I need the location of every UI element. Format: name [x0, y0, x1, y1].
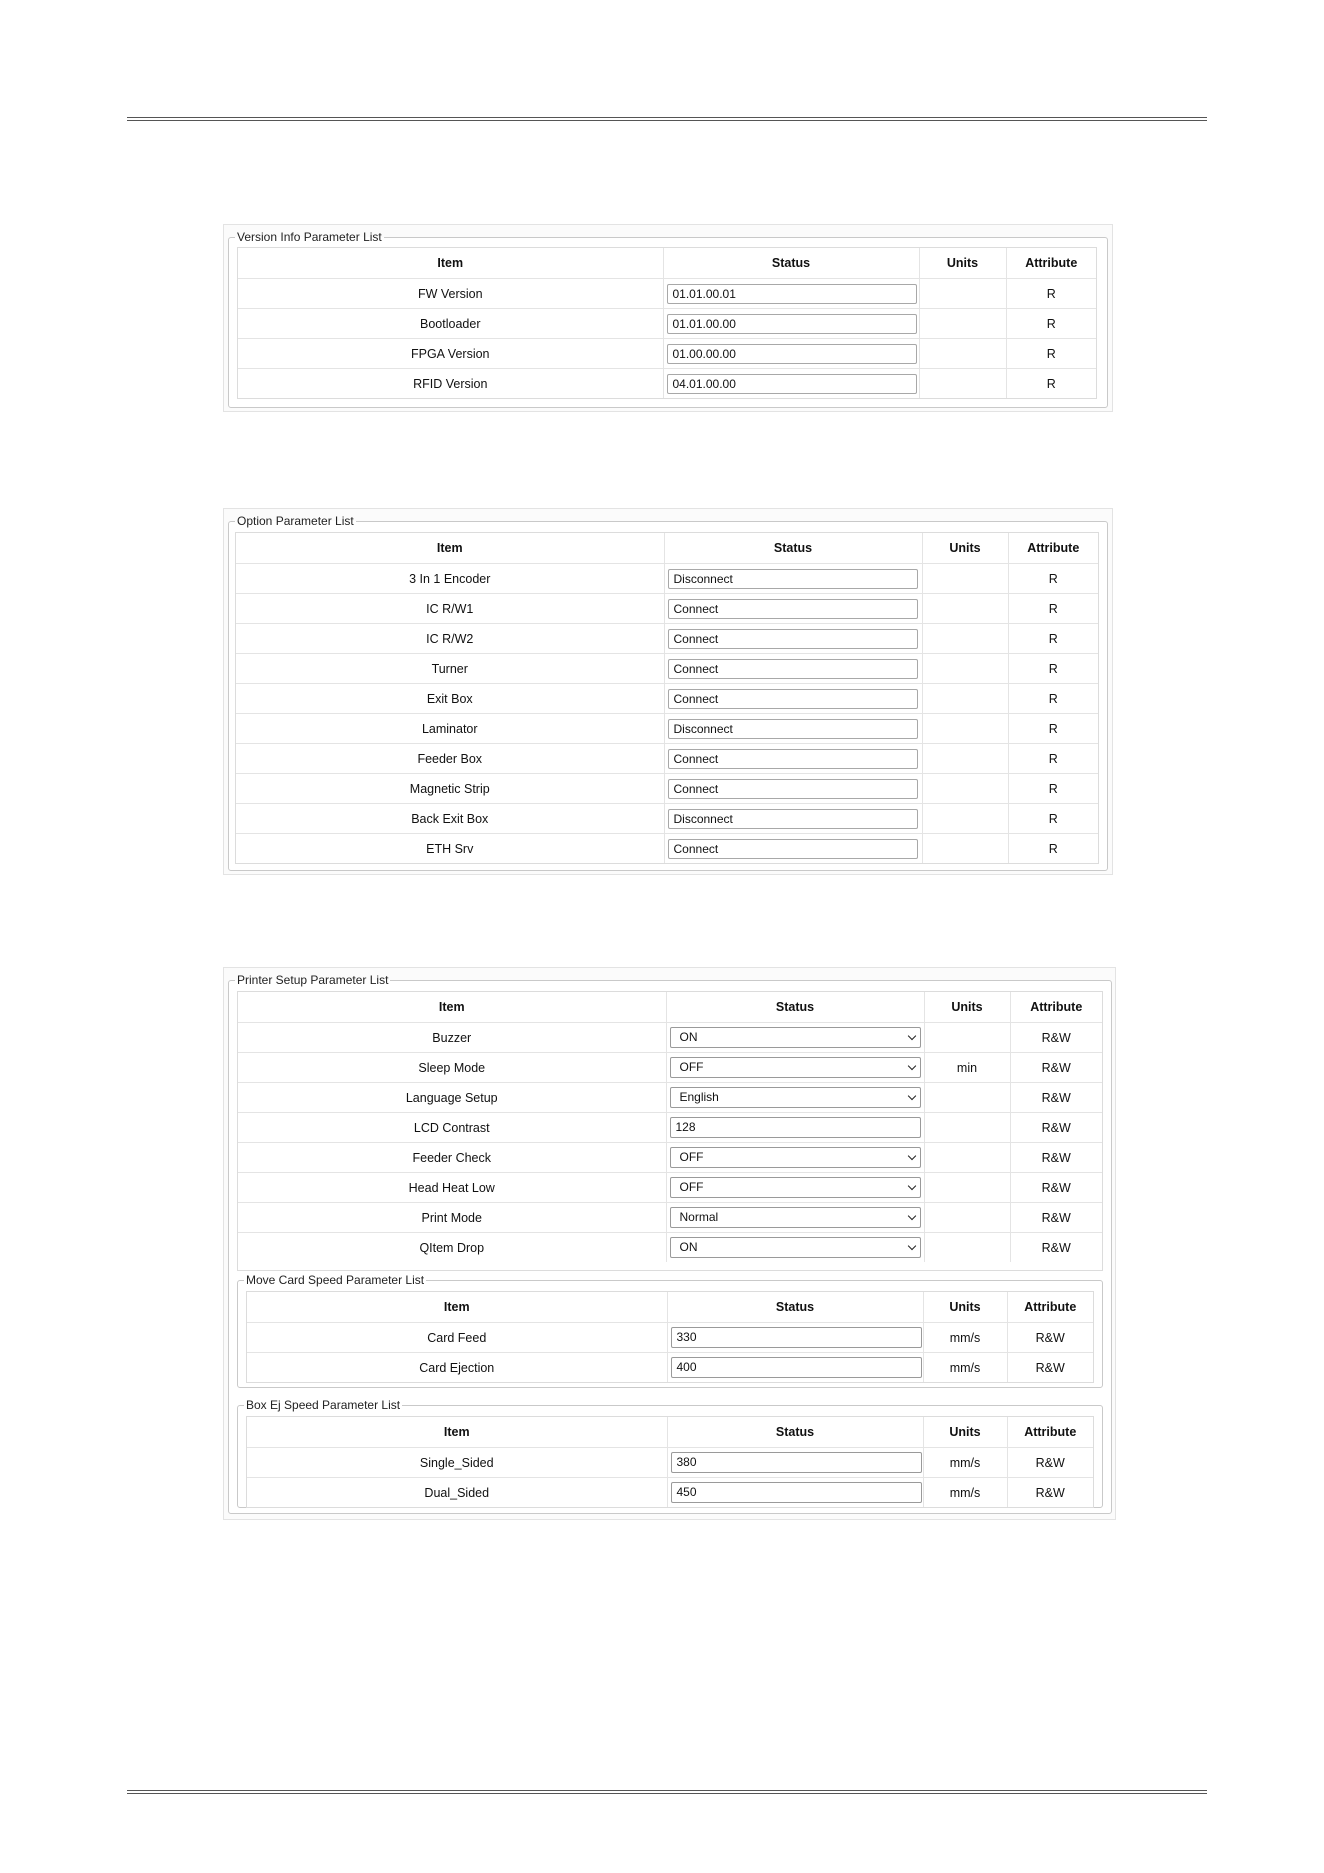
units-value — [922, 654, 1008, 684]
attribute-value: R — [1008, 834, 1098, 864]
selected-value: ON — [679, 1240, 698, 1254]
attribute-value: R — [1008, 624, 1098, 654]
lcd-contrast-input[interactable]: 128 — [670, 1117, 921, 1138]
attribute-value: R — [1008, 564, 1098, 594]
card-ejection-input[interactable]: 400 — [671, 1357, 922, 1378]
units-value — [919, 369, 1006, 399]
version-info-panel — [223, 224, 1113, 412]
table-row — [236, 714, 1098, 744]
qitem-drop-select[interactable] — [670, 1237, 921, 1258]
status-field[interactable]: 01.01.00.00 — [667, 314, 917, 334]
table-row — [238, 1083, 1102, 1113]
table-row — [247, 1353, 1093, 1383]
item-label: Bootloader — [238, 309, 663, 339]
col-item-header: Item — [436, 541, 463, 555]
item-label: Dual_Sided — [247, 1478, 667, 1508]
col-item-header: Item — [438, 1000, 465, 1014]
col-item-header: Item — [443, 1425, 470, 1439]
table-row — [236, 684, 1098, 714]
printer-setup-title: Printer Setup Parameter List — [237, 973, 389, 987]
units-value — [922, 714, 1008, 744]
attribute-value: R&W — [1010, 1113, 1102, 1143]
units-value: min — [924, 1053, 1010, 1083]
units-value: mm/s — [923, 1323, 1007, 1353]
single-sided-input[interactable]: 380 — [671, 1452, 922, 1473]
attribute-value: R&W — [1010, 1173, 1102, 1203]
units-value: mm/s — [923, 1478, 1007, 1508]
attribute-value: R — [1008, 774, 1098, 804]
item-label: Exit Box — [236, 684, 664, 714]
item-label: Laminator — [236, 714, 664, 744]
col-status-header: Status — [664, 533, 922, 564]
units-value — [924, 1233, 1010, 1263]
col-item-header: Item — [437, 256, 464, 270]
units-value — [919, 279, 1006, 309]
units-value — [922, 804, 1008, 834]
attribute-value: R&W — [1010, 1023, 1102, 1053]
units-value — [924, 1083, 1010, 1113]
table-row — [238, 1053, 1102, 1083]
header-rule — [127, 117, 1207, 121]
item-label: Card Feed — [247, 1323, 667, 1353]
units-value — [919, 309, 1006, 339]
item-label: LCD Contrast — [238, 1113, 666, 1143]
box-ej-speed-table — [247, 1417, 1093, 1507]
attribute-value: R — [1008, 594, 1098, 624]
col-units-header: Units — [924, 992, 1010, 1023]
attribute-value: R&W — [1010, 1143, 1102, 1173]
attribute-value: R&W — [1010, 1233, 1102, 1263]
attribute-value: R — [1008, 714, 1098, 744]
attribute-value: R&W — [1010, 1053, 1102, 1083]
table-row — [238, 1113, 1102, 1143]
printer-setup-panel — [223, 967, 1116, 1520]
option-panel — [223, 508, 1113, 875]
units-value — [922, 624, 1008, 654]
col-units-header: Units — [922, 533, 1008, 564]
units-value — [924, 1173, 1010, 1203]
table-row — [247, 1478, 1093, 1508]
col-status-header: Status — [667, 1417, 923, 1448]
status-field[interactable]: Connect — [668, 749, 918, 769]
selected-value: OFF — [679, 1060, 704, 1074]
item-label: ETH Srv — [236, 834, 664, 864]
units-value — [924, 1113, 1010, 1143]
buzzer-select[interactable] — [670, 1027, 921, 1048]
attribute-value: R — [1006, 309, 1096, 339]
col-attribute-header: Attribute — [1010, 992, 1102, 1023]
chevron-down-icon — [907, 1242, 915, 1250]
table-row — [238, 1023, 1102, 1053]
units-value — [922, 684, 1008, 714]
attribute-value: R — [1008, 744, 1098, 774]
move-card-speed-title: Move Card Speed Parameter List — [246, 1273, 425, 1287]
attribute-value: R&W — [1007, 1323, 1093, 1353]
status-field[interactable]: Disconnect — [668, 569, 918, 589]
item-label: Feeder Check — [238, 1143, 666, 1173]
selected-value: Normal — [679, 1210, 719, 1224]
col-units-header: Units — [923, 1292, 1007, 1323]
item-label: Single_Sided — [247, 1448, 667, 1478]
table-row — [236, 654, 1098, 684]
head-heat-low-select[interactable] — [670, 1177, 921, 1198]
item-label: Turner — [236, 654, 664, 684]
chevron-down-icon — [907, 1062, 915, 1070]
item-label: QItem Drop — [238, 1233, 666, 1263]
table-row — [238, 279, 1096, 309]
units-value — [919, 339, 1006, 369]
col-item-header: Item — [443, 1300, 470, 1314]
table-row — [247, 1323, 1093, 1353]
table-row — [236, 834, 1098, 864]
attribute-value: R — [1008, 684, 1098, 714]
attribute-value: R&W — [1007, 1448, 1093, 1478]
status-field[interactable]: 04.01.00.00 — [667, 374, 917, 394]
table-row — [236, 624, 1098, 654]
chevron-down-icon — [907, 1152, 915, 1160]
attribute-value: R — [1006, 369, 1096, 399]
units-value: mm/s — [923, 1448, 1007, 1478]
col-units-header: Units — [919, 248, 1006, 279]
table-row — [238, 1143, 1102, 1173]
attribute-value: R — [1008, 804, 1098, 834]
status-field[interactable]: Connect — [668, 659, 918, 679]
footer-rule — [127, 1790, 1207, 1794]
col-status-header: Status — [667, 1292, 923, 1323]
status-field[interactable]: Disconnect — [668, 719, 918, 739]
units-value — [922, 744, 1008, 774]
printer-setup-table — [238, 992, 1102, 1262]
item-label: Sleep Mode — [238, 1053, 666, 1083]
status-field[interactable]: Connect — [668, 779, 918, 799]
table-row — [236, 744, 1098, 774]
selected-value: ON — [679, 1030, 698, 1044]
item-label: FPGA Version — [238, 339, 663, 369]
option-table — [236, 533, 1098, 863]
table-row — [236, 564, 1098, 594]
item-label: RFID Version — [238, 369, 663, 399]
table-row — [238, 1233, 1102, 1263]
col-attribute-header: Attribute — [1006, 248, 1096, 279]
col-attribute-header: Attribute — [1007, 1292, 1093, 1323]
item-label: Buzzer — [238, 1023, 666, 1053]
print-mode-select[interactable] — [670, 1207, 921, 1228]
table-row — [236, 804, 1098, 834]
units-value — [922, 594, 1008, 624]
chevron-down-icon — [907, 1212, 915, 1220]
item-label: Card Ejection — [247, 1353, 667, 1383]
attribute-value: R — [1008, 654, 1098, 684]
units-value — [924, 1203, 1010, 1233]
item-label: IC R/W1 — [236, 594, 664, 624]
col-attribute-header: Attribute — [1008, 533, 1098, 564]
item-label: 3 In 1 Encoder — [236, 564, 664, 594]
dual-sided-input[interactable]: 450 — [671, 1482, 922, 1503]
table-row — [238, 369, 1096, 399]
attribute-value: R&W — [1007, 1353, 1093, 1383]
units-value — [924, 1143, 1010, 1173]
table-row — [236, 594, 1098, 624]
option-title: Option Parameter List — [237, 514, 354, 528]
table-row — [247, 1448, 1093, 1478]
sleep-mode-select[interactable] — [670, 1057, 921, 1078]
table-row — [238, 1173, 1102, 1203]
item-label: Language Setup — [238, 1083, 666, 1113]
units-value: mm/s — [923, 1353, 1007, 1383]
col-units-header: Units — [923, 1417, 1007, 1448]
chevron-down-icon — [907, 1032, 915, 1040]
attribute-value: R — [1006, 279, 1096, 309]
units-value — [924, 1023, 1010, 1053]
version-info-table — [238, 248, 1096, 398]
version-info-title: Version Info Parameter List — [237, 230, 382, 244]
item-label: IC R/W2 — [236, 624, 664, 654]
item-label: Back Exit Box — [236, 804, 664, 834]
selected-value: English — [679, 1090, 719, 1104]
status-field[interactable]: 01.00.00.00 — [667, 344, 917, 364]
language-setup-select[interactable] — [670, 1087, 921, 1108]
units-value — [922, 564, 1008, 594]
chevron-down-icon — [907, 1092, 915, 1100]
table-row — [236, 774, 1098, 804]
table-row — [238, 1203, 1102, 1233]
chevron-down-icon — [907, 1182, 915, 1190]
item-label: Magnetic Strip — [236, 774, 664, 804]
move-card-speed-table — [247, 1292, 1093, 1382]
card-feed-input[interactable]: 330 — [671, 1327, 922, 1348]
status-field[interactable]: Connect — [668, 629, 918, 649]
col-status-header: Status — [663, 248, 919, 279]
col-status-header: Status — [666, 992, 924, 1023]
status-field[interactable]: Connect — [668, 839, 918, 859]
attribute-value: R&W — [1010, 1083, 1102, 1113]
selected-value: OFF — [679, 1150, 704, 1164]
units-value — [922, 774, 1008, 804]
table-row — [238, 309, 1096, 339]
item-label: Print Mode — [238, 1203, 666, 1233]
box-ej-speed-title: Box Ej Speed Parameter List — [246, 1398, 401, 1412]
units-value — [922, 834, 1008, 864]
item-label: Head Heat Low — [238, 1173, 666, 1203]
item-label: Feeder Box — [236, 744, 664, 774]
status-field[interactable]: Connect — [668, 689, 918, 709]
attribute-value: R — [1006, 339, 1096, 369]
selected-value: OFF — [679, 1180, 704, 1194]
attribute-value: R&W — [1010, 1203, 1102, 1233]
status-field[interactable]: 01.01.00.01 — [667, 284, 917, 304]
status-field[interactable]: Disconnect — [668, 809, 918, 829]
item-label: FW Version — [238, 279, 663, 309]
col-attribute-header: Attribute — [1007, 1417, 1093, 1448]
feeder-check-select[interactable] — [670, 1147, 921, 1168]
status-field[interactable]: Connect — [668, 599, 918, 619]
attribute-value: R&W — [1007, 1478, 1093, 1508]
table-row — [238, 339, 1096, 369]
